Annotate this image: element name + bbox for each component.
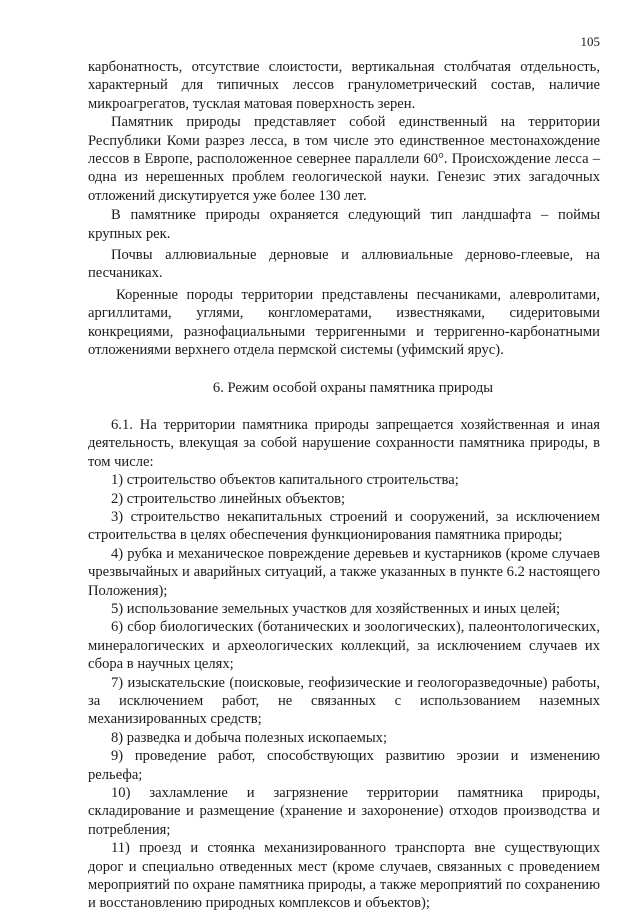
document-body: [88, 58, 600, 913]
section-intro: 6.1. На территории памятника природы запрещается хозяйственная и иная деятельность, влекущая за собой нарушение сохранности памятника природы, в том числе:: [88, 416, 600, 470]
list-item: 8) разведка и добыча полезных ископаемых;: [111, 729, 387, 746]
list-item: 6) сбор биологических (ботанических и зоологических), палеонтологических, минералогических и археологических коллекций, за исключением случаев их сбора в научных целях;: [88, 619, 600, 673]
list-item: 5) использование земельных участков для хозяйственных и иных целей;: [111, 600, 561, 617]
page-number: 105: [580, 34, 600, 49]
list-item: 9) проведение работ, способствующих развитию эрозии и изменению рельефа;: [88, 748, 600, 783]
paragraph-soils: Почвы аллювиальные дерновые и аллювиальные дерново-глеевые, на песчаниках.: [88, 247, 600, 282]
paragraph-monument-description: Памятник природы представляет собой единственный на территории Республики Коми разрез лесса, в том числе это единственное местонахождение лессов в Европе, расположенное севернее параллели 60°. Происхождение лесса – одна из нерешенных проблем геологической науки. Генезис этих загадочных отложений дискутируется уже более 130 лет.: [88, 114, 600, 204]
list-item: 4) рубка и механическое повреждение деревьев и кустарников (кроме случаев чрезвычайных и аварийных ситуаций, а также указанных в пункте 6.2 настоящего Положения);: [88, 545, 600, 599]
list-item: 3) строительство некапитальных строений и сооружений, за исключением строительства в целях обеспечения функционирования памятника природы;: [88, 508, 600, 544]
list-item: 11) проезд и стоянка механизированного транспорта вне существующих дорог и специально отведенных мест (кроме случаев, связанных с проведением мероприятий по охране памятника природы, а также мероприятий по сохранению и восстановлению природных комплексов и объектов);: [88, 840, 600, 912]
list-item: 1) строительство объектов капитального строительства;: [111, 472, 459, 489]
paragraph-bedrock: Коренные породы территории представлены песчаниками, алевролитами, аргиллитами, углями, конгломератами, известняками, сидеритовыми конкрециями, разнофациальными терригенными и терригенно-карбонатными отложениями верхнего отдела пермской системы (уфимский ярус).: [88, 286, 600, 359]
paragraph-continuation: карбонатность, отсутствие слоистости, вертикальная столбчатая отдельность, характерный для типичных лессов гранулометрический состав, наличие микроагрегатов, тусклая матовая поверхность зерен.: [88, 59, 600, 112]
list-item: 2) строительство линейных объектов;: [111, 490, 346, 507]
paragraph-landscape-type: В памятнике природы охраняется следующий тип ландшафта – поймы крупных рек.: [88, 207, 600, 242]
section-heading: 6. Режим особой охраны памятника природы: [212, 379, 494, 396]
list-item: 10) захламление и загрязнение территории памятника природы, складирование и размещение (хранение и захоронение) отходов производства и потребления;: [88, 785, 600, 838]
list-item: 7) изыскательские (поисковые, геофизические и геологоразведочные) работы, за исключением работ, не связанных с использованием наземных механизированных средств;: [88, 674, 600, 728]
